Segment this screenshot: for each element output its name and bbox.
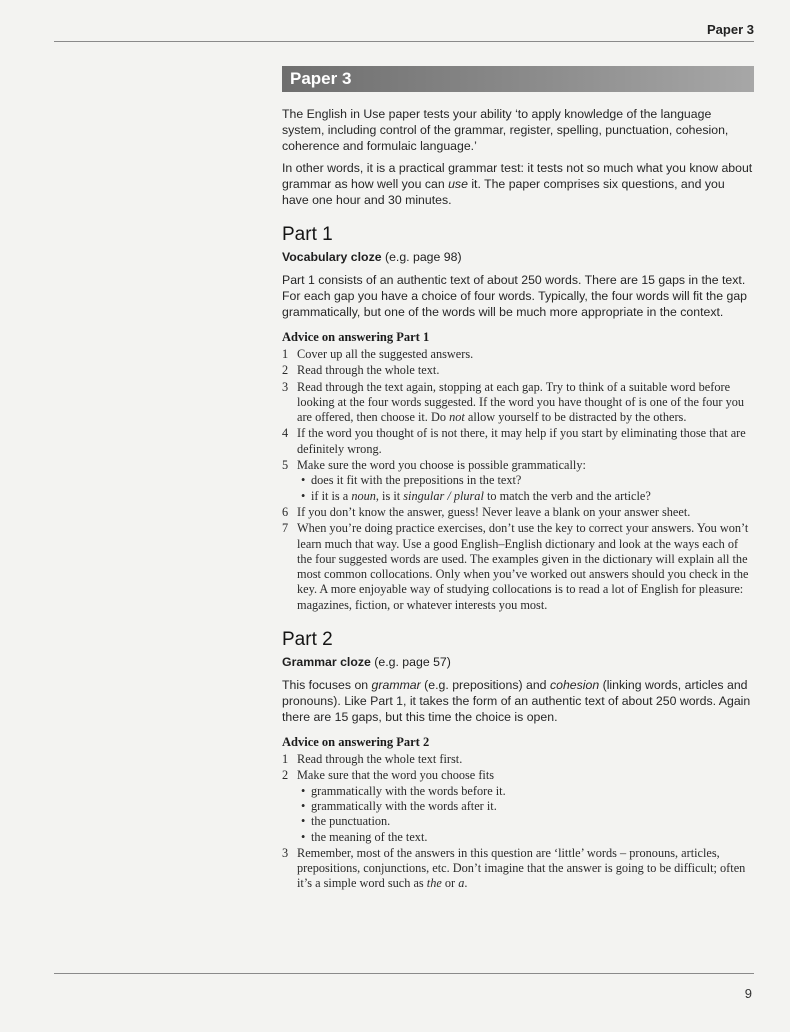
part2-heading: Part 2 xyxy=(282,629,333,651)
list-item: 1 Cover up all the suggested answers. xyxy=(282,347,474,361)
list-item: 5 Make sure the word you choose is possible grammatically: • does it fit with the prepositions in the text? • if it is a noun, is it singular / plural to match the verb and the article? xyxy=(282,458,754,504)
page-number: 9 xyxy=(744,986,752,1001)
list-item: 6 If you don’t know the answer, guess! Never leave a blank on your answer sheet. xyxy=(282,504,691,519)
top-rule xyxy=(54,41,754,42)
part2-body: This focuses on grammar (e.g. prepositions) and cohesion (linking words, articles and pronouns). Like Part 1, it takes the form of an authentic text of about 250 words. Again there are 15 gaps, but this time the choice is open. xyxy=(282,678,751,725)
main-column xyxy=(282,66,754,893)
list-item: 7 When you’re doing practice exercises, don’t use the key to correct your answers. You won’t learn much that way. Use a good English–English dictionary and look at the ways each of the four suggested words are used. The examples given in the dictionary will explain all the most common collocations. Only when you’ve worked out answers should you check in the key. A more enjoyable way of studying collocations is to read a lot of English for pleasure: magazines, fiction, or whatever interests you most. xyxy=(282,521,749,612)
bullet-list xyxy=(297,784,754,845)
bullet-item: • does it fit with the prepositions in the text? xyxy=(301,473,522,488)
list-item: 3 Remember, most of the answers in this question are ‘little’ words – pronouns, articles, prepositions, conjunctions, etc. Don’t imagine that the answer is going to be difficult; often it’s a simple word such as the or a. xyxy=(282,845,746,891)
list-item: 2 Make sure that the word you choose fits • grammatically with the words before it. • grammatically with the words after it. • the punctuation. • the meaning of the text. xyxy=(282,768,754,844)
bullet-item: • if it is a noun, is it singular / plural to match the verb and the article? xyxy=(301,488,651,503)
part1-heading: Part 1 xyxy=(282,224,333,245)
bullet-list xyxy=(297,473,754,504)
bottom-rule xyxy=(54,973,754,974)
list-item: 2 Read through the whole text. xyxy=(282,363,440,378)
bullet-item: • the punctuation. xyxy=(301,814,391,829)
part2-advice-list xyxy=(282,752,754,892)
bullet-item: • grammatically with the words after it. xyxy=(301,798,497,813)
list-item: 4 If the word you thought of is not there, it may help if you start by eliminating those that are definitely wrong. xyxy=(282,426,746,456)
intro-paragraph-1: The English in Use paper tests your ability ‘to apply knowledge of the language system, including control of the grammar, register, spelling, punctuation, cohesion, coherence and formulaic language.’ xyxy=(282,107,729,153)
part1-body: Part 1 consists of an authentic text of about 250 words. There are 15 gaps in the text. For each gap you have a choice of four words. Typically, the four words will fit the gap grammatically, but one of the words will be much more appropriate in the context. xyxy=(282,273,748,319)
part2-subheading: Grammar cloze (e.g. page 57) xyxy=(282,655,451,670)
list-item: 1 Read through the whole text first. xyxy=(282,752,463,767)
bullet-item: • grammatically with the words before it. xyxy=(301,783,506,798)
part1-subheading: Vocabulary cloze (e.g. page 98) xyxy=(282,250,462,264)
part1-advice-heading: Advice on answering Part 1 xyxy=(282,330,430,344)
bullet-item: • the meaning of the text. xyxy=(301,829,428,844)
section-banner: Paper 3 xyxy=(282,66,754,92)
part2-advice-heading: Advice on answering Part 2 xyxy=(282,735,430,750)
intro-paragraph-2: In other words, it is a practical grammar test: it tests not so much what you know about grammar as how well you can use it. The paper comprises six questions, and you have one hour and 30 minutes. xyxy=(282,161,753,207)
running-head: Paper 3 xyxy=(707,22,754,37)
list-item: 3 Read through the text again, stopping at each gap. Try to think of a suitable word before looking at the four words suggested. If the word you have thought of is one of the four you are offered, then choose it. Do not allow yourself to be distracted by the others. xyxy=(282,379,745,425)
part1-advice-list xyxy=(282,347,754,613)
